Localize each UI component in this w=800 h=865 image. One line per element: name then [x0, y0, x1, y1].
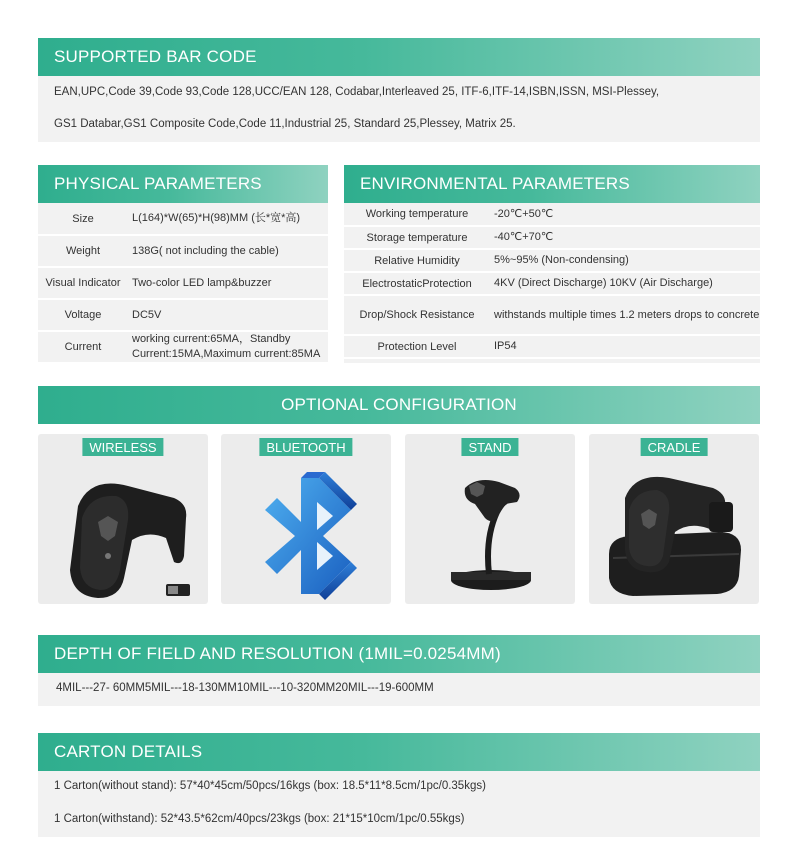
bluetooth-card [221, 434, 391, 604]
barcode-line-2: GS1 Databar,GS1 Composite Code,Code 11,Industrial 25, Standard 25,Plessey, Matrix 25. [54, 118, 516, 130]
param-value: working current:65MA，Standby Current:15MA,Maximum current:85MA [132, 333, 321, 360]
param-key: Weight [65, 245, 101, 257]
param-key: Drop/Shock Resistance [359, 309, 475, 321]
physical-table [38, 203, 328, 364]
param-value: Two-color LED lamp&buzzer [132, 276, 272, 289]
optional-header: OPTIONAL CONFIGURATION [38, 386, 760, 424]
scanner-cradle-icon [589, 458, 759, 604]
param-key: ElectrostaticProtection [362, 277, 472, 290]
param-row [344, 203, 760, 226]
param-row [344, 226, 760, 249]
environmental-table [344, 203, 760, 359]
stand-label: STAND [461, 438, 518, 456]
param-key: Current [64, 341, 102, 353]
cradle-label: CRADLE [641, 438, 708, 456]
param-key: Storage temperature [366, 231, 468, 244]
scanner-stand-icon [405, 458, 575, 604]
barcode-line-1: EAN,UPC,Code 39,Code 93,Code 128,UCC/EAN 128, Codabar,Interleaved 25, ITF-6,ITF-14,ISBN,ISSN, MSI-Plessey, [54, 86, 660, 98]
physical-header: PHYSICAL PARAMETERS [38, 165, 328, 203]
param-key: Relative Humidity [374, 254, 460, 267]
param-row [38, 331, 328, 363]
param-row [38, 235, 328, 267]
param-row [344, 249, 760, 272]
bluetooth-label: BLUETOOTH [259, 438, 352, 456]
param-key: Voltage [64, 309, 102, 321]
param-value: -20℃+50℃ [494, 207, 554, 220]
carton-header: CARTON DETAILS [38, 733, 760, 771]
wireless-scanner-icon [38, 458, 208, 604]
param-value: withstands multiple times 1.2 meters drops to concrete [494, 308, 760, 321]
param-key: Working temperature [365, 208, 469, 220]
param-row [344, 272, 760, 295]
param-row [344, 335, 760, 358]
param-value: 138G( not including the cable) [132, 244, 279, 257]
param-key: Size [72, 212, 94, 225]
param-value: IP54 [494, 340, 517, 352]
stand-card [405, 434, 575, 604]
depth-line: 4MIL---27- 60MM5MIL---18-130MM10MIL---10-320MM20MIL---19-600MM [56, 682, 434, 694]
carton-line-2: 1 Carton(withstand): 52*43.5*62cm/40pcs/23kgs (box: 21*15*10cm/1pc/0.55kgs) [54, 813, 465, 825]
param-value: DC5V [132, 308, 162, 321]
param-value: -40℃+70℃ [494, 231, 554, 243]
param-row [344, 295, 760, 335]
param-value: 4KV (Direct Discharge) 10KV (Air Discharge) [494, 277, 713, 289]
param-row [38, 203, 328, 235]
param-row [38, 299, 328, 331]
param-key: Protection Level [377, 340, 457, 353]
barcode-header: SUPPORTED BAR CODE [38, 38, 760, 76]
param-row [38, 267, 328, 299]
environmental-header: ENVIRONMENTAL PARAMETERS [344, 165, 760, 203]
param-key: Visual Indicator [45, 277, 121, 289]
param-value: 5%~95% (Non-condensing) [494, 254, 629, 266]
depth-header: DEPTH OF FIELD AND RESOLUTION (1MIL=0.0254MM) [38, 635, 760, 673]
carton-line-1: 1 Carton(without stand): 57*40*45cm/50pcs/16kgs (box: 18.5*11*8.5cm/1pc/0.35kgs) [54, 780, 486, 792]
cradle-card [589, 434, 759, 604]
bluetooth-icon [221, 458, 391, 604]
wireless-card [38, 434, 208, 604]
wireless-label: WIRELESS [82, 438, 163, 456]
param-value: L(164)*W(65)*H(98)MM (长*宽*高) [132, 212, 301, 224]
